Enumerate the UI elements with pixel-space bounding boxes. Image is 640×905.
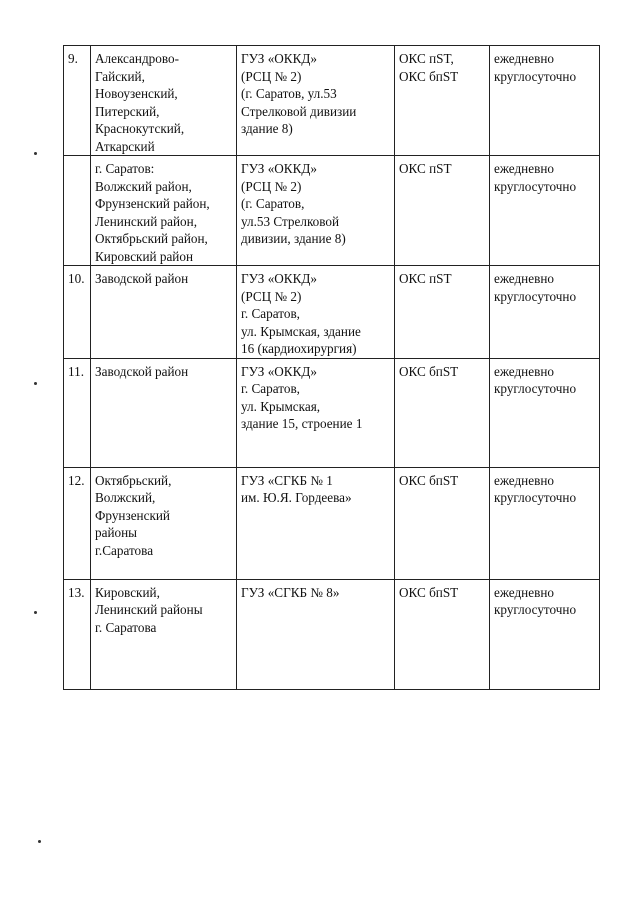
row-number: 13.: [64, 579, 91, 689]
institution-cell: ГУЗ «ОККД» г. Саратов, ул. Крымская, здание 15, строение 1: [237, 358, 395, 467]
district-cell: Александрово- Гайский, Новоузенский, Питерский, Краснокутский, Аткарский: [91, 46, 237, 156]
table-row: [64, 358, 600, 467]
row-number: [64, 156, 91, 266]
institution-cell: ГУЗ «СГКБ № 1 им. Ю.Я. Гордеева»: [237, 467, 395, 579]
scan-speck: [34, 611, 37, 614]
schedule-cell: ежедневно круглосуточно: [490, 46, 600, 156]
institution-cell: ГУЗ «ОККД» (РСЦ № 2) (г. Саратов, ул.53 Стрелковой дивизии здание 8): [237, 46, 395, 156]
institution-cell: ГУЗ «СГКБ № 8»: [237, 579, 395, 689]
schedule-cell: ежедневно круглосуточно: [490, 467, 600, 579]
schedule-cell: ежедневно круглосуточно: [490, 358, 600, 467]
scan-speck: [34, 382, 37, 385]
district-cell: Заводской район: [91, 358, 237, 467]
hospital-routing-table: [63, 45, 600, 690]
row-number: 12.: [64, 467, 91, 579]
acs-type-cell: ОКС бпST: [395, 467, 490, 579]
acs-type-cell: ОКС бпST: [395, 358, 490, 467]
table-row: [64, 46, 600, 156]
schedule-cell: ежедневно круглосуточно: [490, 156, 600, 266]
district-cell: Октябрьский, Волжский, Фрунзенский районы г.Саратова: [91, 467, 237, 579]
district-cell: Кировский, Ленинский районы г. Саратова: [91, 579, 237, 689]
acs-type-cell: ОКС бпST: [395, 579, 490, 689]
table-row: [64, 579, 600, 689]
table-row: [64, 467, 600, 579]
row-number: 10.: [64, 266, 91, 359]
schedule-cell: ежедневно круглосуточно: [490, 266, 600, 359]
acs-type-cell: ОКС пST, ОКС бпST: [395, 46, 490, 156]
acs-type-cell: ОКС пST: [395, 156, 490, 266]
row-number: 11.: [64, 358, 91, 467]
institution-cell: ГУЗ «ОККД» (РСЦ № 2) (г. Саратов, ул.53 Стрелковой дивизии, здание 8): [237, 156, 395, 266]
schedule-cell: ежедневно круглосуточно: [490, 579, 600, 689]
row-number: 9.: [64, 46, 91, 156]
district-cell: г. Саратов: Волжский район, Фрунзенский район, Ленинский район, Октябрьский район, Кировский район: [91, 156, 237, 266]
acs-type-cell: ОКС пST: [395, 266, 490, 359]
scan-speck: [38, 840, 41, 843]
table-row: [64, 156, 600, 266]
scan-speck: [34, 152, 37, 155]
institution-cell: ГУЗ «ОККД» (РСЦ № 2) г. Саратов, ул. Крымская, здание 16 (кардиохирургия): [237, 266, 395, 359]
district-cell: Заводской район: [91, 266, 237, 359]
table-row: [64, 266, 600, 359]
